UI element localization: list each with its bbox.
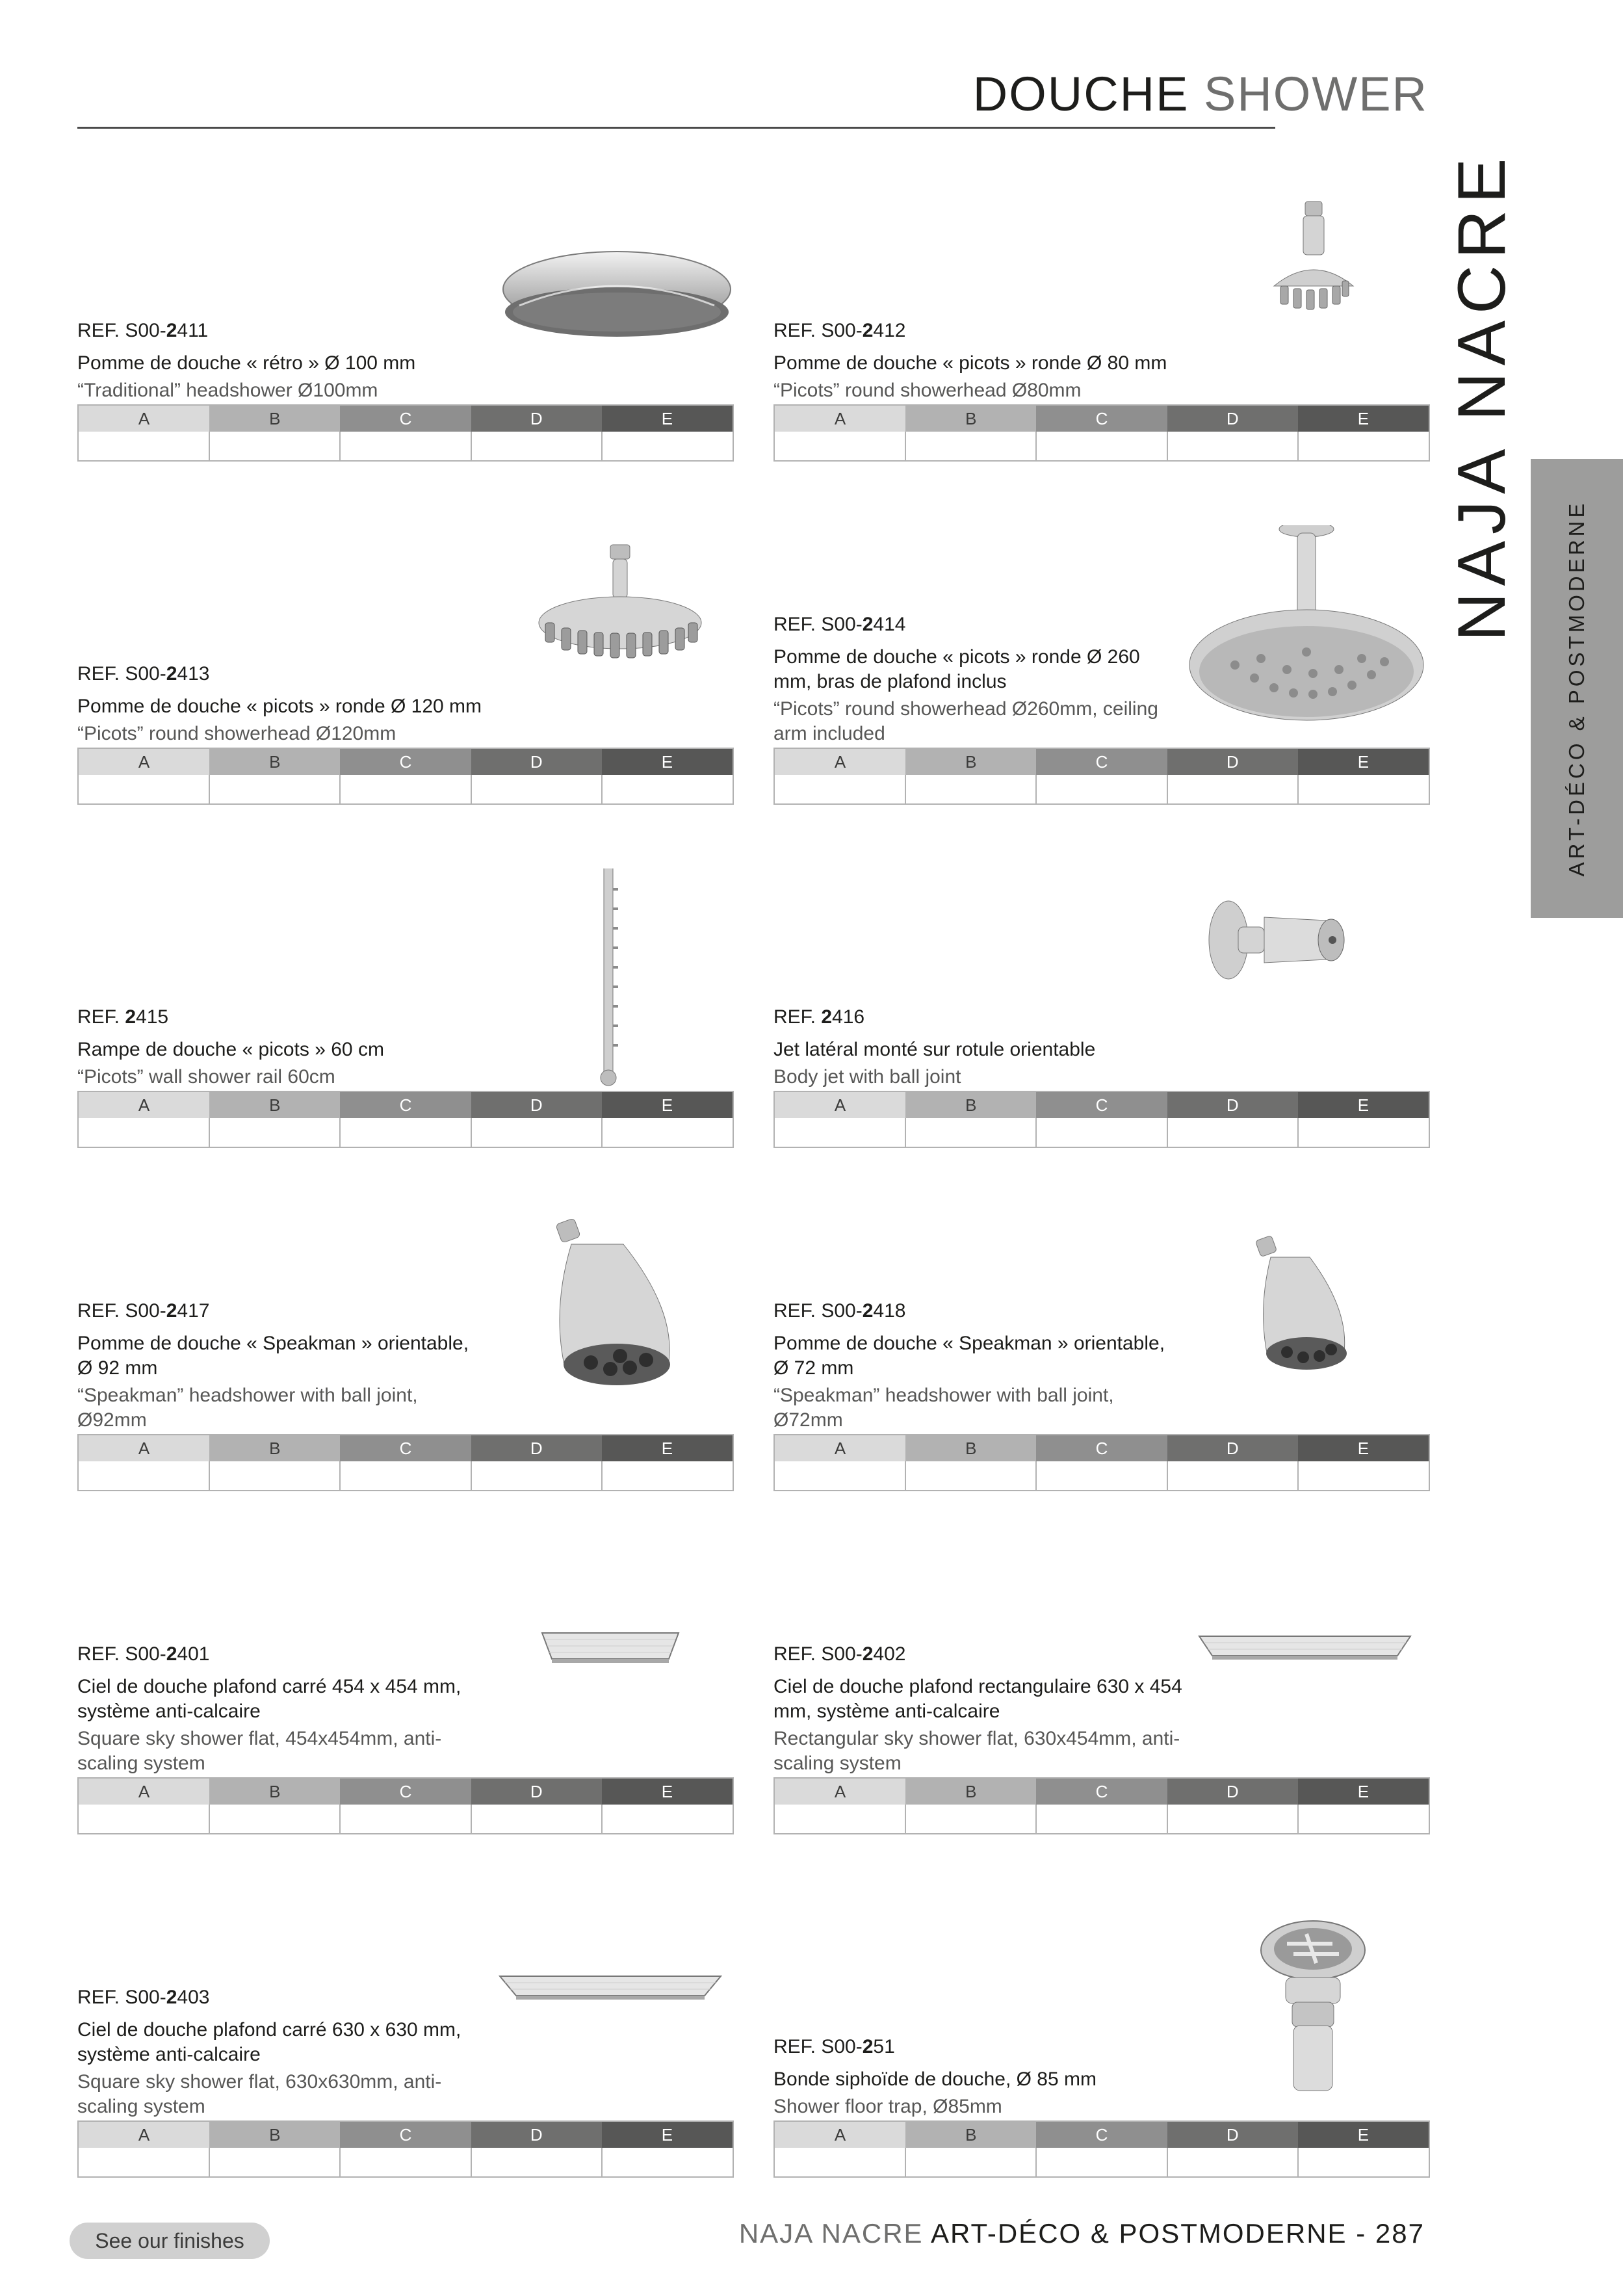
finish-d[interactable]: D [471, 406, 602, 432]
product-ref: REF. S00-2412 [773, 320, 906, 341]
product-ref: REF. S00-2411 [77, 320, 209, 341]
product-description-en: Square sky shower flat, 630x630mm, anti-scaling system [77, 2071, 442, 2117]
finish-e[interactable]: E [602, 406, 733, 432]
finish-b[interactable]: B [209, 406, 340, 432]
finish-cell[interactable] [906, 1118, 1037, 1147]
finish-b[interactable]: B [905, 1779, 1036, 1805]
finish-cell[interactable] [1299, 1118, 1429, 1147]
finish-c[interactable]: C [340, 749, 471, 775]
product-card [77, 868, 734, 1148]
product-ref: REF. S00-2401 [77, 1643, 210, 1665]
product-text [77, 1005, 487, 1089]
finish-cell[interactable] [1037, 1461, 1168, 1490]
finish-c[interactable]: C [1036, 2122, 1167, 2148]
finish-table [77, 748, 734, 805]
finish-cell[interactable] [1168, 2148, 1299, 2176]
finish-cell[interactable] [1037, 775, 1168, 803]
finish-d[interactable]: D [1167, 406, 1298, 432]
finish-cell[interactable] [472, 1118, 603, 1147]
finish-table [773, 748, 1430, 805]
product-ref: REF. 2415 [77, 1006, 169, 1028]
finish-cell[interactable] [603, 1805, 733, 1833]
footer-separator: - [1356, 2218, 1367, 2249]
finish-cell[interactable] [1299, 432, 1429, 460]
finish-table [77, 2120, 734, 2178]
finish-d[interactable]: D [1167, 1092, 1298, 1118]
finish-a[interactable]: A [775, 2122, 905, 2148]
finish-a[interactable]: A [775, 1092, 905, 1118]
finish-c[interactable]: C [340, 1435, 471, 1461]
shower-rail-icon [480, 868, 734, 1089]
product-description-en: “Picots” round showerhead Ø260mm, ceiling arm included [773, 698, 1158, 744]
finish-cell[interactable] [1168, 1461, 1299, 1490]
finish-c[interactable]: C [1036, 749, 1167, 775]
finish-cell[interactable] [472, 2148, 603, 2176]
finish-cell[interactable] [472, 1461, 603, 1490]
product-description-en: “Picots” round showerhead Ø80mm [773, 380, 1082, 401]
finish-e[interactable]: E [1298, 749, 1429, 775]
product-description-fr: Bonde siphoïde de douche, Ø 85 mm [773, 2068, 1097, 2090]
speakman-showerhead-92-icon [480, 1212, 734, 1433]
finish-cell[interactable] [210, 1118, 341, 1147]
finish-cell[interactable] [1299, 1805, 1429, 1833]
finish-d[interactable]: D [1167, 1779, 1298, 1805]
finish-e[interactable]: E [1298, 406, 1429, 432]
footer-brand: NAJA NACRE [738, 2218, 924, 2249]
product-card [773, 868, 1430, 1148]
finish-d[interactable]: D [471, 1435, 602, 1461]
product-description-fr: Pomme de douche « Speakman » orientable, Ø 92 mm [77, 1333, 469, 1379]
finish-cell[interactable] [1037, 1118, 1168, 1147]
finish-c[interactable]: C [340, 406, 471, 432]
finish-a[interactable]: A [775, 406, 905, 432]
finish-b[interactable]: B [209, 1435, 340, 1461]
finish-cell[interactable] [775, 1805, 906, 1833]
finish-cell[interactable] [906, 432, 1037, 460]
finish-c[interactable]: C [1036, 406, 1167, 432]
product-card [773, 1212, 1430, 1491]
product-description-en: Shower floor trap, Ø85mm [773, 2096, 1002, 2117]
finish-table [773, 1091, 1430, 1148]
picots-showerhead-80-icon [1176, 182, 1430, 403]
finish-cell[interactable] [210, 2148, 341, 2176]
product-ref: REF. S00-2417 [77, 1300, 210, 1322]
finish-table [77, 1777, 734, 1834]
sky-shower-rect-630-icon [1176, 1555, 1430, 1776]
product-description-en: “Traditional” headshower Ø100mm [77, 380, 378, 401]
sky-shower-square-630-icon [480, 1898, 734, 2119]
finish-table [773, 2120, 1430, 2178]
finish-cell[interactable] [775, 2148, 906, 2176]
finish-cell[interactable] [210, 1461, 341, 1490]
finish-a[interactable]: A [775, 749, 905, 775]
finish-a[interactable]: A [79, 749, 209, 775]
finish-cell[interactable] [1299, 775, 1429, 803]
product-description-en: Body jet with ball joint [773, 1066, 961, 1088]
footer-collection: ART-DÉCO & POSTMODERNE [930, 2218, 1347, 2249]
product-text [773, 319, 1183, 403]
product-ref: REF. S00-2414 [773, 614, 906, 635]
finish-e[interactable]: E [602, 1435, 733, 1461]
product-description-en: “Speakman” headshower with ball joint, Ø72mm [773, 1385, 1114, 1431]
product-description-en: “Speakman” headshower with ball joint, Ø92mm [77, 1385, 418, 1431]
finish-b[interactable]: B [905, 1092, 1036, 1118]
finish-cell[interactable] [341, 432, 472, 460]
finish-cell[interactable] [472, 1805, 603, 1833]
finish-d[interactable]: D [1167, 1435, 1298, 1461]
product-card [773, 182, 1430, 462]
finish-cell[interactable] [210, 1805, 341, 1833]
finish-b[interactable]: B [905, 1435, 1036, 1461]
finish-cell[interactable] [472, 432, 603, 460]
finish-e[interactable]: E [1298, 1779, 1429, 1805]
collection-side-tab-label: ART-DÉCO & POSTMODERNE [1565, 500, 1589, 877]
finish-a[interactable]: A [79, 1779, 209, 1805]
finish-cell[interactable] [210, 775, 341, 803]
finish-e[interactable]: E [602, 2122, 733, 2148]
finish-table [77, 404, 734, 462]
body-jet-icon [1176, 868, 1430, 1089]
finish-a[interactable]: A [79, 2122, 209, 2148]
see-finishes-button[interactable]: See our finishes [70, 2223, 270, 2259]
finish-cell[interactable] [775, 1118, 906, 1147]
finish-cell[interactable] [603, 1461, 733, 1490]
finish-cell[interactable] [1037, 432, 1168, 460]
floor-trap-icon [1176, 1898, 1430, 2119]
product-ref: REF. 2416 [773, 1006, 865, 1028]
finish-cell[interactable] [210, 432, 341, 460]
finish-table [77, 1434, 734, 1491]
product-description-fr: Pomme de douche « rétro » Ø 100 mm [77, 352, 416, 374]
product-card [77, 525, 734, 805]
finish-cell[interactable] [1168, 775, 1299, 803]
finish-cell[interactable] [1037, 2148, 1168, 2176]
page-title-fr: DOUCHE [972, 67, 1189, 121]
sky-shower-square-454-icon [480, 1555, 734, 1776]
product-text [77, 662, 487, 746]
finish-b[interactable]: B [905, 749, 1036, 775]
finish-table [773, 1777, 1430, 1834]
page-footer [739, 2218, 1425, 2249]
product-ref: REF. S00-2413 [77, 663, 210, 685]
finish-cell[interactable] [603, 432, 733, 460]
finish-cell[interactable] [341, 1461, 472, 1490]
finish-cell[interactable] [603, 1118, 733, 1147]
finish-cell[interactable] [472, 775, 603, 803]
finish-a[interactable]: A [79, 406, 209, 432]
finish-cell[interactable] [1299, 1461, 1429, 1490]
page-title [972, 67, 1428, 121]
product-description-fr: Jet latéral monté sur rotule orientable [773, 1039, 1096, 1060]
finish-cell[interactable] [79, 2148, 210, 2176]
product-ref: REF. S00-251 [773, 2036, 895, 2057]
finish-cell[interactable] [341, 1118, 472, 1147]
finish-e[interactable]: E [602, 1779, 733, 1805]
finish-cell[interactable] [1168, 432, 1299, 460]
finish-a[interactable]: A [775, 1779, 905, 1805]
finish-cell[interactable] [775, 432, 906, 460]
finish-c[interactable]: C [340, 1092, 471, 1118]
finish-b[interactable]: B [209, 749, 340, 775]
product-text [77, 1299, 487, 1433]
product-description-fr: Ciel de douche plafond rectangulaire 630 x 454 mm, système anti-calcaire [773, 1676, 1182, 1722]
page-title-en: SHOWER [1204, 67, 1428, 121]
finish-c[interactable]: C [1036, 1092, 1167, 1118]
brand-name: NAJA NACRE [1444, 151, 1520, 642]
product-description-fr: Pomme de douche « picots » ronde Ø 80 mm [773, 352, 1167, 374]
finish-cell[interactable] [341, 775, 472, 803]
brand-vertical-label [1436, 143, 1527, 650]
product-card [77, 182, 734, 462]
product-ref: REF. S00-2402 [773, 1643, 906, 1665]
product-card [773, 1898, 1430, 2178]
finish-e[interactable]: E [602, 749, 733, 775]
product-text [773, 612, 1183, 746]
page-number: 287 [1375, 2218, 1425, 2249]
product-text [77, 1642, 487, 1776]
finish-b[interactable]: B [209, 1092, 340, 1118]
header-divider [77, 127, 1275, 129]
finish-table [77, 1091, 734, 1148]
product-description-fr: Pomme de douche « picots » ronde Ø 120 mm [77, 696, 482, 717]
finish-e[interactable]: E [602, 1092, 733, 1118]
product-text [77, 319, 487, 403]
finish-table [773, 404, 1430, 462]
finish-cell[interactable] [906, 1461, 1037, 1490]
finish-cell[interactable] [603, 2148, 733, 2176]
finish-b[interactable]: B [905, 406, 1036, 432]
finish-d[interactable]: D [471, 749, 602, 775]
picots-showerhead-120-icon [480, 525, 734, 746]
product-description-fr: Pomme de douche « Speakman » orientable, Ø 72 mm [773, 1333, 1165, 1379]
finish-cell[interactable] [1299, 2148, 1429, 2176]
finish-cell[interactable] [906, 775, 1037, 803]
finish-cell[interactable] [775, 775, 906, 803]
finish-a[interactable]: A [79, 1092, 209, 1118]
finish-d[interactable]: D [1167, 2122, 1298, 2148]
finish-cell[interactable] [906, 2148, 1037, 2176]
finish-e[interactable]: E [1298, 2122, 1429, 2148]
product-card [773, 525, 1430, 805]
finish-a[interactable]: A [79, 1435, 209, 1461]
product-description-en: Square sky shower flat, 454x454mm, anti-scaling system [77, 1728, 442, 1774]
finish-cell[interactable] [341, 1805, 472, 1833]
finish-c[interactable]: C [1036, 1779, 1167, 1805]
product-card [773, 1555, 1430, 1834]
finish-cell[interactable] [79, 1118, 210, 1147]
product-description-en: “Picots” wall shower rail 60cm [77, 1066, 335, 1088]
collection-side-tab[interactable] [1531, 459, 1623, 918]
product-card [77, 1898, 734, 2178]
finish-d[interactable]: D [1167, 749, 1298, 775]
finish-cell[interactable] [603, 775, 733, 803]
finish-cell[interactable] [775, 1461, 906, 1490]
product-description-en: “Picots” round showerhead Ø120mm [77, 723, 396, 744]
finish-cell[interactable] [79, 775, 210, 803]
finish-cell[interactable] [79, 1461, 210, 1490]
finish-d[interactable]: D [471, 1092, 602, 1118]
retro-showerhead-icon [480, 182, 734, 403]
product-ref: REF. S00-2403 [77, 1987, 210, 2008]
finish-b[interactable]: B [905, 2122, 1036, 2148]
finish-b[interactable]: B [209, 2122, 340, 2148]
finish-d[interactable]: D [471, 1779, 602, 1805]
finish-cell[interactable] [79, 432, 210, 460]
product-description-fr: Rampe de douche « picots » 60 cm [77, 1039, 384, 1060]
picots-showerhead-260-icon [1176, 525, 1430, 746]
finish-table [773, 1434, 1430, 1491]
finish-b[interactable]: B [209, 1779, 340, 1805]
finish-cell[interactable] [906, 1805, 1037, 1833]
finish-cell[interactable] [1037, 1805, 1168, 1833]
finish-c[interactable]: C [1036, 1435, 1167, 1461]
product-description-fr: Ciel de douche plafond carré 630 x 630 mm, système anti-calcaire [77, 2019, 461, 2065]
product-text [773, 1005, 1183, 1089]
product-description-fr: Pomme de douche « picots » ronde Ø 260 mm, bras de plafond inclus [773, 646, 1140, 692]
product-text [77, 1985, 487, 2119]
product-description-fr: Ciel de douche plafond carré 454 x 454 mm, système anti-calcaire [77, 1676, 461, 1722]
finish-cell[interactable] [1168, 1805, 1299, 1833]
finish-e[interactable]: E [1298, 1435, 1429, 1461]
product-text [773, 1299, 1183, 1433]
product-card [77, 1555, 734, 1834]
product-text [773, 1642, 1183, 1776]
product-ref: REF. S00-2418 [773, 1300, 906, 1322]
product-description-en: Rectangular sky shower flat, 630x454mm, anti-scaling system [773, 1728, 1180, 1774]
product-card [77, 1212, 734, 1491]
speakman-showerhead-72-icon [1176, 1212, 1430, 1433]
finish-cell[interactable] [79, 1805, 210, 1833]
finish-c[interactable]: C [340, 2122, 471, 2148]
finish-a[interactable]: A [775, 1435, 905, 1461]
finish-e[interactable]: E [1298, 1092, 1429, 1118]
finish-cell[interactable] [341, 2148, 472, 2176]
finish-c[interactable]: C [340, 1779, 471, 1805]
finish-d[interactable]: D [471, 2122, 602, 2148]
finish-cell[interactable] [1168, 1118, 1299, 1147]
product-text [773, 2035, 1183, 2119]
